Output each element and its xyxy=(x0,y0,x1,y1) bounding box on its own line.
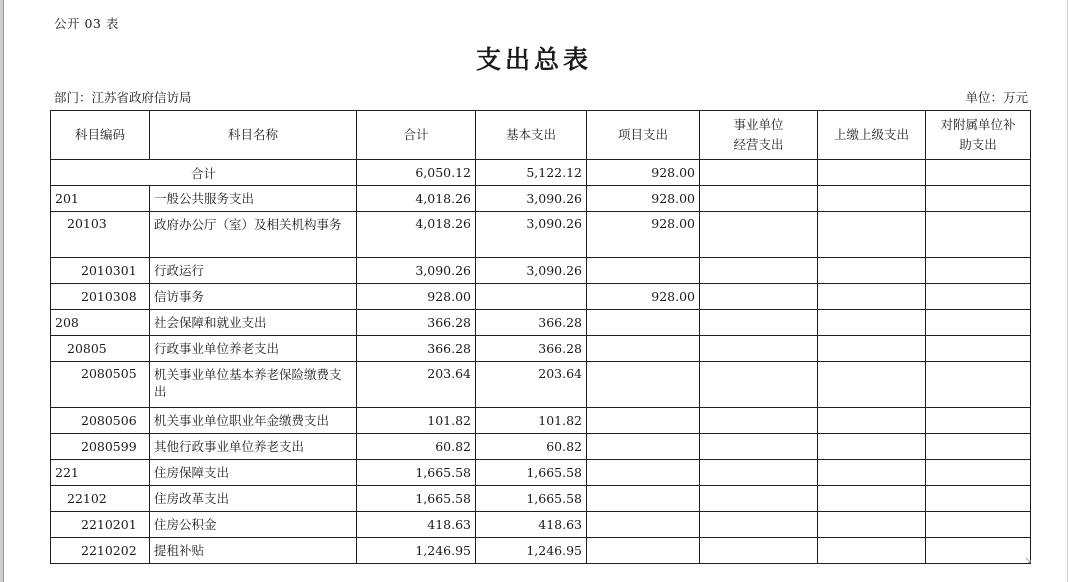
cell-basic: 1,246.95 xyxy=(476,538,587,564)
cell-upper xyxy=(818,486,926,512)
cell-total: 203.64 xyxy=(357,362,476,408)
cell-name: 一般公共服务支出 xyxy=(150,186,357,212)
cell-name: 住房保障支出 xyxy=(150,460,357,486)
cell-subsidy xyxy=(926,434,1031,460)
cell-name: 提租补贴 xyxy=(150,538,357,564)
cell-name: 住房公积金 xyxy=(150,512,357,538)
cell-business xyxy=(700,310,818,336)
table-row xyxy=(51,336,1031,362)
total-row-label: 合计 xyxy=(51,160,357,186)
table-row xyxy=(51,434,1031,460)
table-row xyxy=(51,512,1031,538)
cell-code: 2080505 xyxy=(51,362,150,408)
cell-project xyxy=(587,258,700,284)
corner-mark: ↘ xyxy=(1024,556,1032,566)
cell-upper xyxy=(818,362,926,408)
cell-basic: 1,665.58 xyxy=(476,486,587,512)
cell-total: 366.28 xyxy=(357,336,476,362)
cell-subsidy xyxy=(926,258,1031,284)
header-subsidy xyxy=(926,111,1031,160)
cell-code: 201 xyxy=(51,186,150,212)
cell-basic: 203.64 xyxy=(476,362,587,408)
cell-name: 信访事务 xyxy=(150,284,357,310)
cell-name: 机关事业单位基本养老保险缴费支出 xyxy=(150,362,357,408)
header-business-line1: 事业单位 xyxy=(733,117,784,132)
cell-basic: 366.28 xyxy=(476,336,587,362)
cell-subsidy xyxy=(926,486,1031,512)
cell-basic: 418.63 xyxy=(476,512,587,538)
cell-total: 418.63 xyxy=(357,512,476,538)
cell-subsidy xyxy=(926,310,1031,336)
cell-subsidy xyxy=(926,362,1031,408)
table-row xyxy=(51,186,1031,212)
cell-code: 22102 xyxy=(51,486,150,512)
cell-name: 社会保障和就业支出 xyxy=(150,310,357,336)
cell-name: 行政运行 xyxy=(150,258,357,284)
table-row xyxy=(51,460,1031,486)
total-row-total: 6,050.12 xyxy=(357,160,476,186)
cell-code: 2080599 xyxy=(51,434,150,460)
cell-basic: 60.82 xyxy=(476,434,587,460)
cell-basic xyxy=(476,284,587,310)
cell-business xyxy=(700,362,818,408)
cell-subsidy xyxy=(926,284,1031,310)
table-row xyxy=(51,258,1031,284)
cell-upper xyxy=(818,186,926,212)
total-row-subsidy xyxy=(926,160,1031,186)
cell-business xyxy=(700,258,818,284)
cell-business xyxy=(700,212,818,258)
cell-code: 221 xyxy=(51,460,150,486)
cell-project: 928.00 xyxy=(587,186,700,212)
cell-total: 928.00 xyxy=(357,284,476,310)
cell-total: 366.28 xyxy=(357,310,476,336)
cell-subsidy xyxy=(926,512,1031,538)
header-basic: 基本支出 xyxy=(476,111,587,160)
cell-business xyxy=(700,408,818,434)
cell-total: 3,090.26 xyxy=(357,258,476,284)
cell-basic: 3,090.26 xyxy=(476,258,587,284)
cell-project xyxy=(587,434,700,460)
department-label: 部门：江苏省政府信访局 xyxy=(54,90,192,105)
total-row-project: 928.00 xyxy=(587,160,700,186)
header-project: 项目支出 xyxy=(587,111,700,160)
table-row xyxy=(51,486,1031,512)
cell-code: 2010301 xyxy=(51,258,150,284)
cell-subsidy xyxy=(926,212,1031,258)
header-code: 科目编码 xyxy=(51,111,150,160)
cell-business xyxy=(700,284,818,310)
cell-upper xyxy=(818,284,926,310)
cell-project xyxy=(587,408,700,434)
cell-upper xyxy=(818,336,926,362)
cell-project xyxy=(587,362,700,408)
cell-subsidy xyxy=(926,186,1031,212)
cell-project xyxy=(587,486,700,512)
cell-project xyxy=(587,538,700,564)
cell-project xyxy=(587,512,700,538)
cell-name: 政府办公厅（室）及相关机构事务 xyxy=(150,212,357,258)
cell-subsidy xyxy=(926,336,1031,362)
cell-code: 2010308 xyxy=(51,284,150,310)
header-business xyxy=(700,111,818,160)
header-business-line2: 经营支出 xyxy=(733,137,784,152)
cell-name: 住房改革支出 xyxy=(150,486,357,512)
expenditure-table xyxy=(50,110,1031,564)
cell-project: 928.00 xyxy=(587,284,700,310)
cell-subsidy xyxy=(926,460,1031,486)
table-row xyxy=(51,284,1031,310)
total-row-basic: 5,122.12 xyxy=(476,160,587,186)
cell-basic: 366.28 xyxy=(476,310,587,336)
table-row xyxy=(51,310,1031,336)
table-header-row xyxy=(51,111,1031,160)
total-row xyxy=(51,160,1031,186)
cell-business xyxy=(700,486,818,512)
cell-upper xyxy=(818,434,926,460)
cell-basic: 3,090.26 xyxy=(476,212,587,258)
header-subsidy-line2: 助支出 xyxy=(959,137,997,152)
cell-business xyxy=(700,434,818,460)
cell-business xyxy=(700,512,818,538)
cell-code: 2080506 xyxy=(51,408,150,434)
header-subsidy-line1: 对附属单位补 xyxy=(940,117,1016,132)
cell-subsidy xyxy=(926,408,1031,434)
cell-total: 1,246.95 xyxy=(357,538,476,564)
cell-business xyxy=(700,336,818,362)
cell-project: 928.00 xyxy=(587,212,700,258)
cell-project xyxy=(587,336,700,362)
table-row xyxy=(51,408,1031,434)
cell-basic: 3,090.26 xyxy=(476,186,587,212)
cell-code: 20103 xyxy=(51,212,150,258)
cell-basic: 101.82 xyxy=(476,408,587,434)
cell-upper xyxy=(818,512,926,538)
total-row-upper xyxy=(818,160,926,186)
cell-upper xyxy=(818,538,926,564)
header-upper: 上缴上级支出 xyxy=(818,111,926,160)
cell-subsidy xyxy=(926,538,1031,564)
header-total: 合计 xyxy=(357,111,476,160)
cell-upper xyxy=(818,212,926,258)
cell-upper xyxy=(818,408,926,434)
page-title: 支出总表 xyxy=(475,45,592,74)
cell-total: 4,018.26 xyxy=(357,186,476,212)
cell-upper xyxy=(818,258,926,284)
cell-total: 1,665.58 xyxy=(357,460,476,486)
table-row xyxy=(51,212,1031,258)
cell-project xyxy=(587,310,700,336)
cell-business xyxy=(700,538,818,564)
cell-name: 机关事业单位职业年金缴费支出 xyxy=(150,408,357,434)
cell-total: 101.82 xyxy=(357,408,476,434)
cell-code: 20805 xyxy=(51,336,150,362)
cell-basic: 1,665.58 xyxy=(476,460,587,486)
header-name: 科目名称 xyxy=(150,111,357,160)
cell-code: 2210202 xyxy=(51,538,150,564)
cell-total: 60.82 xyxy=(357,434,476,460)
cell-name: 其他行政事业单位养老支出 xyxy=(150,434,357,460)
cell-business xyxy=(700,460,818,486)
cell-name: 行政事业单位养老支出 xyxy=(150,336,357,362)
table-row xyxy=(51,362,1031,408)
cell-upper xyxy=(818,460,926,486)
cell-total: 1,665.58 xyxy=(357,486,476,512)
total-row-business xyxy=(700,160,818,186)
cell-business xyxy=(700,186,818,212)
cell-project xyxy=(587,460,700,486)
document-code: 公开 03 表 xyxy=(54,16,119,31)
unit-label: 单位：万元 xyxy=(965,90,1028,105)
cell-code: 208 xyxy=(51,310,150,336)
cell-code: 2210201 xyxy=(51,512,150,538)
cell-upper xyxy=(818,310,926,336)
table-row xyxy=(51,538,1031,564)
page-left-edge-line xyxy=(3,0,4,582)
cell-total: 4,018.26 xyxy=(357,212,476,258)
